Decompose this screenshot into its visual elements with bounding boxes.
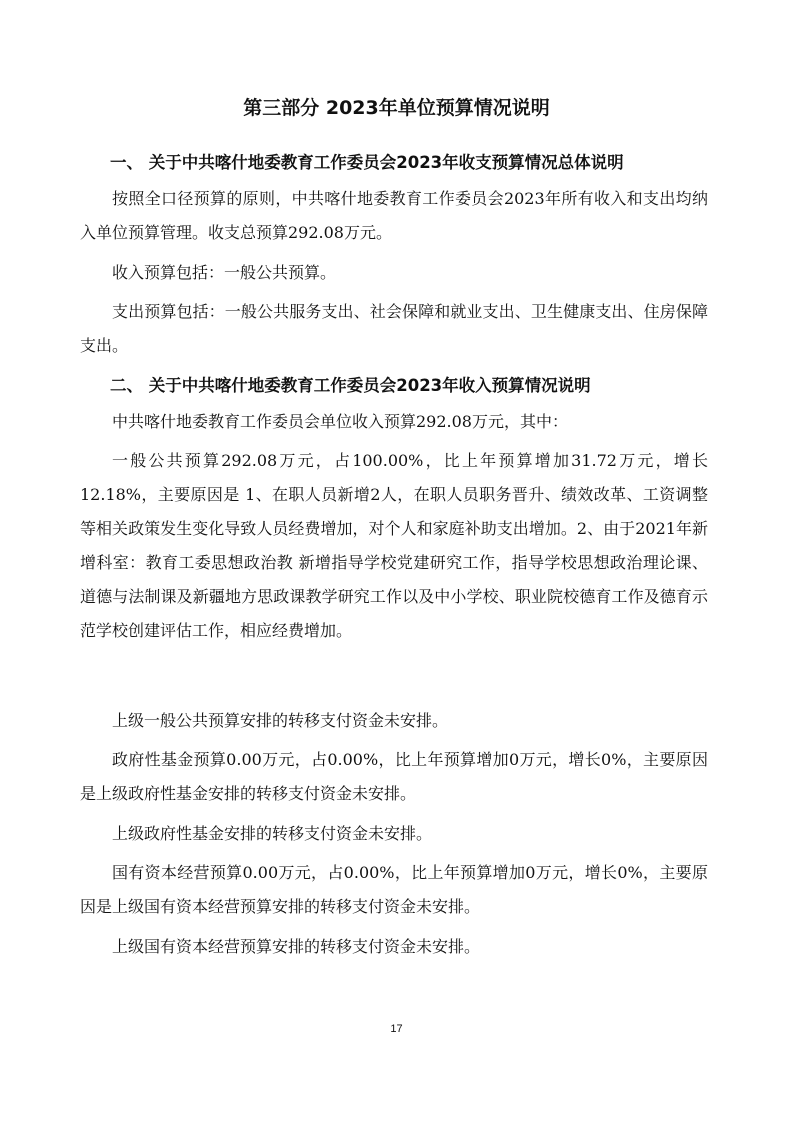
paragraph: 支出预算包括：一般公共服务支出、社会保障和就业支出、卫生健康支出、住房保障支出。 (80, 302, 708, 355)
paragraph: 收入预算包括：一般公共预算。 (112, 263, 337, 282)
paragraph: 按照全口径预算的原则，中共喀什地委教育工作委员会2023年所有收入和支出均纳入单位预算管理。收支总预算292.08万元。 (80, 189, 708, 242)
page-title: 第三部分 2023年单位预算情况说明 (243, 97, 550, 119)
paragraph: 上级政府性基金安排的转移支付资金未安排。 (112, 824, 433, 843)
paragraph: 上级一般公共预算安排的转移支付资金未安排。 (112, 711, 449, 730)
paragraph: 中共喀什地委教育工作委员会单位收入预算292.08万元，其中： (112, 412, 568, 431)
section-heading-1: 一、 关于中共喀什地委教育工作委员会2023年收支预算情况总体说明 (110, 153, 624, 172)
paragraph: 政府性基金预算0.00万元，占0.00%，比上年预算增加0万元，增长0%，主要原因是上级政府性基金安排的转移支付资金未安排。 (80, 750, 708, 803)
page-number: 17 (390, 1023, 403, 1035)
section-heading-2: 二、 关于中共喀什地委教育工作委员会2023年收入预算情况说明 (110, 376, 591, 395)
paragraph: 国有资本经营预算0.00万元，占0.00%，比上年预算增加0万元，增长0%，主要原因是上级国有资本经营预算安排的转移支付资金未安排。 (80, 863, 708, 916)
paragraph: 一般公共预算292.08万元，占100.00%，比上年预算增加31.72万元，增长12.18%，主要原因是 1、在职人员新增2人，在职人员职务晋升、绩效改革、工资调整等相关政策发生变化导致人员经费增加，对个人和家庭补助支出增加。2、由于2021年新增科室：教育工委思想政治教 新增指导学校党建研究工作，指导学校思想政治理论课、道德与法制课及新疆地方思政课教学研究工作以及中小学校、职业院校德育工作及德育示范学校创建评估工作，相应经费增加。 (80, 451, 708, 640)
paragraph: 上级国有资本经营预算安排的转移支付资金未安排。 (112, 937, 481, 956)
